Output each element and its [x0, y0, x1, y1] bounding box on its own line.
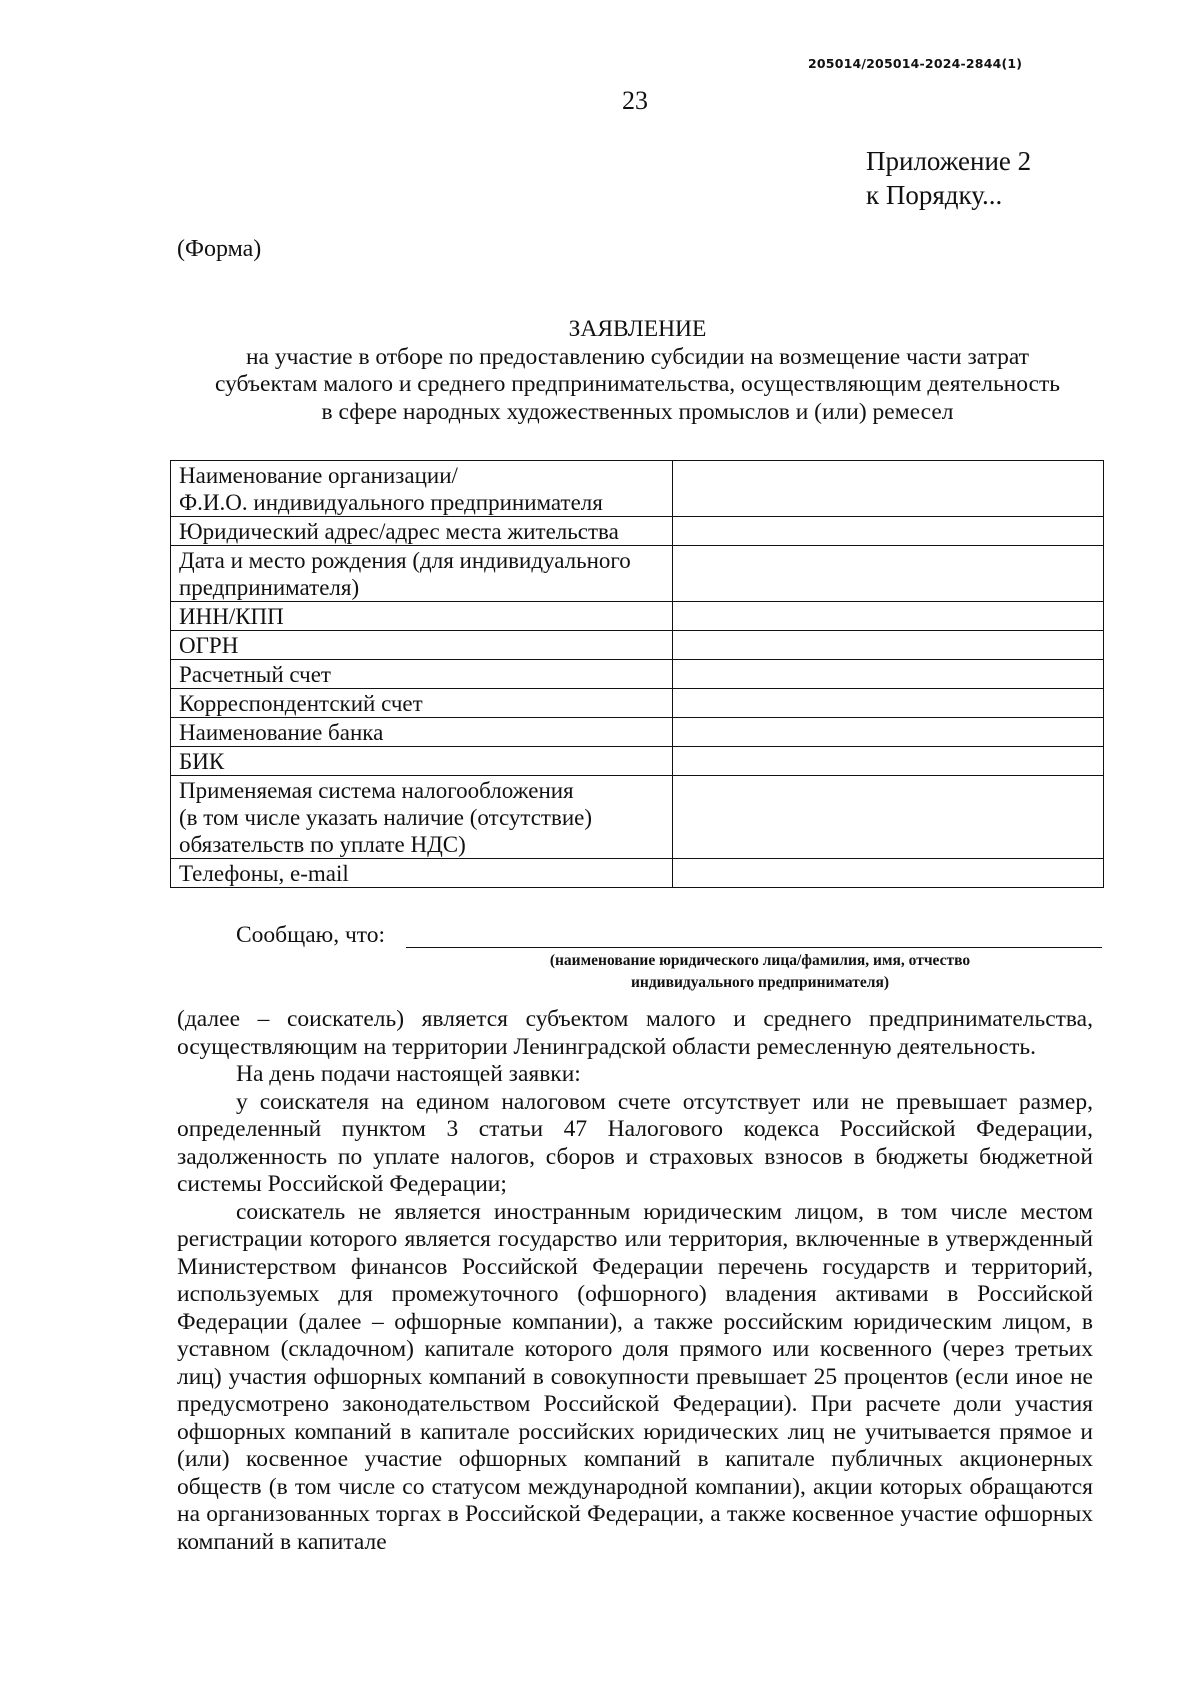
caption-line-1: (наименование юридического лица/фамилия, имя, отчество	[549, 952, 971, 969]
field-label	[171, 517, 673, 546]
field-value[interactable]	[673, 602, 1104, 631]
applicant-name-line[interactable]	[406, 947, 1102, 948]
appendix-reference	[866, 144, 1031, 212]
field-label-line: Телефоны, e-mail	[179, 861, 349, 886]
field-label	[171, 631, 673, 660]
applicant-name-caption	[420, 950, 1100, 994]
table-row	[171, 689, 1104, 718]
field-value[interactable]	[673, 631, 1104, 660]
paragraph-4: соискатель не является иностранным юридическим лицом, в том числе местом регистрации которого является государство или территория, включенные в утвержденный Министерством финансов Российской Федерации перечень государств и территорий, используемых для промежуточного (офшорного) владения активами в Российской Федерации (далее – офшорные компании), а также российским юридическим лицом, в уставном (складочном) капитале которого доля прямого или косвенного (через третьих лиц) участия офшорных компаний в совокупности превышает 25 процентов (если иное не предусмотрено законодательством Российской Федерации). При расчете доли участия офшорных компаний в капитале российских юридических лиц не учитывается прямое и (или) косвенное участие офшорных компаний в капитале публичных акционерных обществ (в том числе со статусом международной компании), акции которых обращаются на организованных торгах в Российской Федерации, а также косвенное участие офшорных компаний в капитале	[177, 1198, 1093, 1555]
field-label	[171, 461, 673, 517]
field-label	[171, 718, 673, 747]
field-label	[171, 546, 673, 602]
table-row	[171, 602, 1104, 631]
field-value[interactable]	[673, 660, 1104, 689]
field-label-line: Дата и место рождения (для индивидуального	[179, 548, 631, 573]
field-label-line: Наименование банка	[179, 720, 384, 745]
appendix-line-1: Приложение 2	[866, 146, 1032, 176]
field-value[interactable]	[673, 859, 1104, 888]
field-label	[171, 747, 673, 776]
field-label-line: Расчетный счет	[179, 662, 331, 687]
page-number: 23	[622, 86, 648, 115]
field-label	[171, 776, 673, 859]
field-label-line: ОГРН	[179, 633, 239, 658]
table-row	[171, 461, 1104, 517]
document-id: 205014/205014-2024-2844(1)	[808, 56, 1023, 71]
title-heading: ЗАЯВЛЕНИЕ	[568, 316, 707, 342]
application-title	[160, 316, 1115, 426]
field-label	[171, 660, 673, 689]
field-value[interactable]	[673, 689, 1104, 718]
table-row	[171, 546, 1104, 602]
field-value[interactable]	[673, 517, 1104, 546]
title-line-2: субъектам малого и среднего предпринимательства, осуществляющим деятельность	[214, 371, 1061, 397]
table-row	[171, 747, 1104, 776]
field-label-line: (в том числе указать наличие (отсутствие)	[179, 805, 592, 830]
field-label	[171, 859, 673, 888]
field-value[interactable]	[673, 776, 1104, 859]
paragraph-2: На день подачи настоящей заявки:	[236, 1061, 581, 1087]
title-line-3: в сфере народных художественных промыслов и (или) ремесел	[321, 398, 954, 425]
field-label-line: предпринимателя)	[179, 575, 360, 600]
caption-line-2: индивидуального предпринимателя)	[630, 974, 889, 991]
appendix-line-2: к Порядку...	[866, 180, 1003, 210]
field-label-line: ИНН/КПП	[179, 604, 284, 629]
field-label	[171, 602, 673, 631]
paragraph-1: (далее – соискатель) является субъектом малого и среднего предпринимательства, осуществляющим на территории Ленинградской области ремесленную деятельность.	[177, 1006, 1093, 1060]
field-label-line: Юридический адрес/адрес места жительства	[179, 519, 619, 544]
table-row	[171, 776, 1104, 859]
table-row	[171, 517, 1104, 546]
form-label: (Форма)	[177, 236, 262, 262]
body-text	[177, 1006, 1093, 1556]
field-label-line: Применяемая система налогообложения	[179, 778, 574, 803]
table-row	[171, 859, 1104, 888]
field-label-line: Ф.И.О. индивидуального предпринимателя	[179, 490, 603, 515]
report-label: Сообщаю, что:	[236, 922, 386, 948]
requisites-table-body	[171, 461, 1104, 888]
table-row	[171, 660, 1104, 689]
paragraph-3: у соискателя на едином налоговом счете отсутствует или не превышает размер, определенный пунктом 3 статьи 47 Налогового кодекса Российской Федерации, задолженность по уплате налогов, сборов и страховых взносов в бюджеты бюджетной системы Российской Федерации;	[177, 1088, 1093, 1197]
table-row	[171, 631, 1104, 660]
table-row	[171, 718, 1104, 747]
field-label	[171, 689, 673, 718]
field-label-line: Наименование организации/	[179, 463, 458, 488]
field-label-line: Корреспондентский счет	[179, 691, 423, 716]
field-value[interactable]	[673, 718, 1104, 747]
field-label-line: БИК	[179, 749, 225, 774]
requisites-table	[170, 460, 1104, 888]
field-value[interactable]	[673, 747, 1104, 776]
field-value[interactable]	[673, 461, 1104, 517]
title-line-1: на участие в отборе по предоставлению субсидии на возмещение части затрат	[245, 343, 1029, 370]
field-label-line: обязательств по уплате НДС)	[179, 832, 466, 857]
field-value[interactable]	[673, 546, 1104, 602]
